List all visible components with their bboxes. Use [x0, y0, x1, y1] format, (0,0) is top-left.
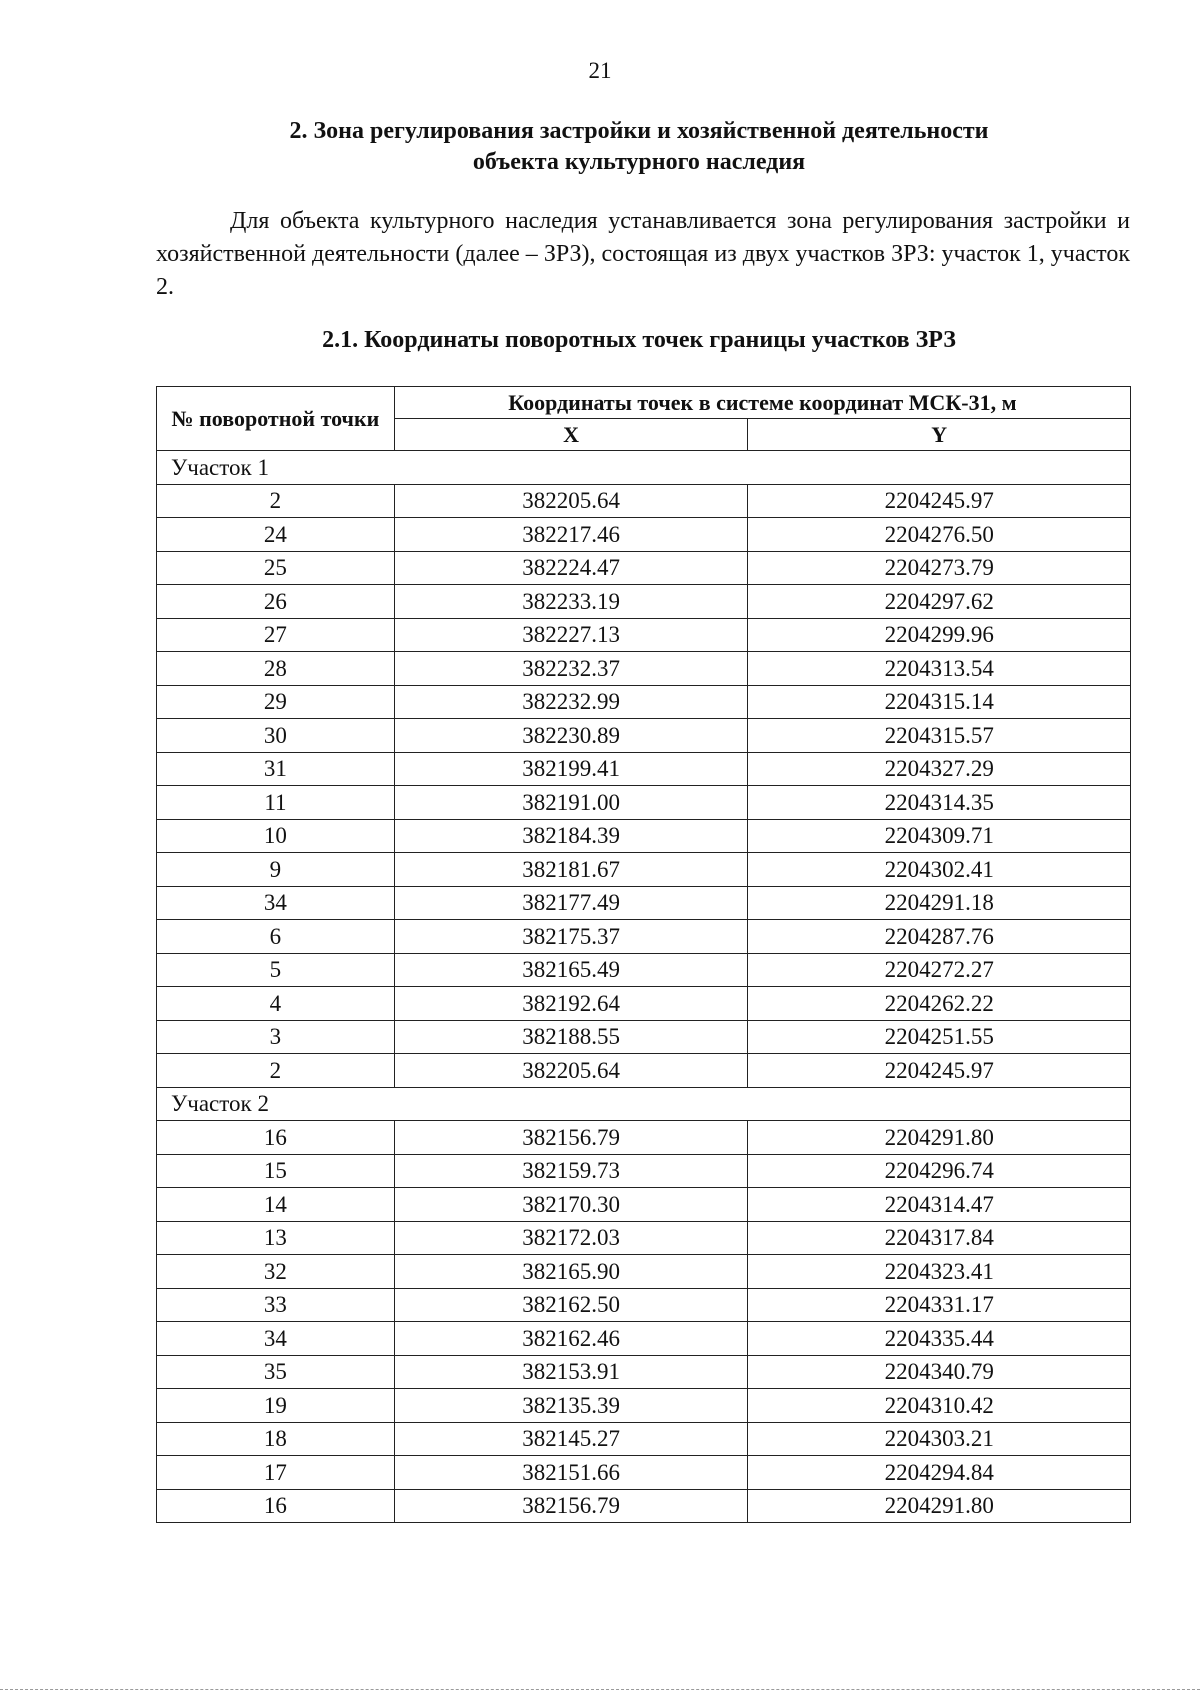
point-number-cell: 34 — [157, 1322, 395, 1356]
y-coordinate-cell: 2204314.35 — [748, 786, 1131, 820]
table-row — [157, 1054, 1131, 1088]
x-coordinate-cell: 382156.79 — [394, 1489, 748, 1523]
table-row — [157, 618, 1131, 652]
x-coordinate-cell: 382165.49 — [394, 953, 748, 987]
point-number-cell: 2 — [157, 484, 395, 518]
table-row — [157, 1188, 1131, 1222]
y-coordinate-cell: 2204291.80 — [748, 1489, 1131, 1523]
x-coordinate-cell: 382191.00 — [394, 786, 748, 820]
table-row — [157, 1221, 1131, 1255]
x-coordinate-cell: 382217.46 — [394, 518, 748, 552]
point-number-cell: 5 — [157, 953, 395, 987]
x-coordinate-cell: 382232.37 — [394, 652, 748, 686]
header-point-number: № поворотной точки — [157, 387, 395, 451]
intro-paragraph: Для объекта культурного наследия устанавливается зона регулирования застройки и хозяйственной деятельности (далее – ЗРЗ), состоящая из двух участков ЗРЗ: участок 1, участок 2. — [156, 208, 1130, 300]
point-number-cell: 16 — [157, 1489, 395, 1523]
point-number-cell: 33 — [157, 1288, 395, 1322]
y-coordinate-cell: 2204323.41 — [748, 1255, 1131, 1289]
y-coordinate-cell: 2204314.47 — [748, 1188, 1131, 1222]
point-number-cell: 31 — [157, 752, 395, 786]
y-coordinate-cell: 2204245.97 — [748, 484, 1131, 518]
y-coordinate-cell: 2204291.80 — [748, 1121, 1131, 1155]
table-row — [157, 1288, 1131, 1322]
table-row — [157, 1121, 1131, 1155]
table-row — [157, 585, 1131, 619]
x-coordinate-cell: 382230.89 — [394, 719, 748, 753]
point-number-cell: 24 — [157, 518, 395, 552]
header-x: X — [394, 419, 748, 451]
x-coordinate-cell: 382233.19 — [394, 585, 748, 619]
page-number: 21 — [588, 58, 612, 83]
section-row — [157, 1087, 1131, 1121]
x-coordinate-cell: 382205.64 — [394, 1054, 748, 1088]
section-label: Участок 1 — [157, 451, 1131, 485]
x-coordinate-cell: 382192.64 — [394, 987, 748, 1021]
header-y: Y — [748, 419, 1131, 451]
y-coordinate-cell: 2204310.42 — [748, 1389, 1131, 1423]
x-coordinate-cell: 382188.55 — [394, 1020, 748, 1054]
page-bottom-rule — [0, 1689, 1200, 1690]
y-coordinate-cell: 2204313.54 — [748, 652, 1131, 686]
y-coordinate-cell: 2204272.27 — [748, 953, 1131, 987]
point-number-cell: 4 — [157, 987, 395, 1021]
y-coordinate-cell: 2204296.74 — [748, 1154, 1131, 1188]
x-coordinate-cell: 382184.39 — [394, 819, 748, 853]
point-number-cell: 28 — [157, 652, 395, 686]
y-coordinate-cell: 2204303.21 — [748, 1422, 1131, 1456]
point-number-cell: 6 — [157, 920, 395, 954]
table-body — [157, 451, 1131, 1523]
table-row — [157, 1255, 1131, 1289]
table-row — [157, 1422, 1131, 1456]
x-coordinate-cell: 382199.41 — [394, 752, 748, 786]
x-coordinate-cell: 382153.91 — [394, 1355, 748, 1389]
y-coordinate-cell: 2204335.44 — [748, 1322, 1131, 1356]
x-coordinate-cell: 382224.47 — [394, 551, 748, 585]
y-coordinate-cell: 2204315.14 — [748, 685, 1131, 719]
y-coordinate-cell: 2204309.71 — [748, 819, 1131, 853]
table-row — [157, 484, 1131, 518]
y-coordinate-cell: 2204273.79 — [748, 551, 1131, 585]
point-number-cell: 26 — [157, 585, 395, 619]
section-title-line-2: объекта культурного наследия — [472, 149, 806, 175]
y-coordinate-cell: 2204299.96 — [748, 618, 1131, 652]
table-row — [157, 1489, 1131, 1523]
point-number-cell: 13 — [157, 1221, 395, 1255]
point-number-cell: 16 — [157, 1121, 395, 1155]
table-row — [157, 518, 1131, 552]
table-row — [157, 987, 1131, 1021]
section-title — [150, 116, 1128, 178]
x-coordinate-cell: 382145.27 — [394, 1422, 748, 1456]
y-coordinate-cell: 2204262.22 — [748, 987, 1131, 1021]
x-coordinate-cell: 382162.50 — [394, 1288, 748, 1322]
table-row — [157, 719, 1131, 753]
table-row — [157, 752, 1131, 786]
x-coordinate-cell: 382181.67 — [394, 853, 748, 887]
x-coordinate-cell: 382165.90 — [394, 1255, 748, 1289]
subsection-title: 2.1. Координаты поворотных точек границы участков ЗРЗ — [322, 327, 956, 353]
table-row — [157, 786, 1131, 820]
table-row — [157, 1456, 1131, 1490]
x-coordinate-cell: 382227.13 — [394, 618, 748, 652]
x-coordinate-cell: 382135.39 — [394, 1389, 748, 1423]
x-coordinate-cell: 382205.64 — [394, 484, 748, 518]
point-number-cell: 10 — [157, 819, 395, 853]
table-row — [157, 853, 1131, 887]
y-coordinate-cell: 2204331.17 — [748, 1288, 1131, 1322]
table-row — [157, 953, 1131, 987]
table-row — [157, 1154, 1131, 1188]
x-coordinate-cell: 382177.49 — [394, 886, 748, 920]
table-row — [157, 920, 1131, 954]
point-number-cell: 34 — [157, 886, 395, 920]
y-coordinate-cell: 2204315.57 — [748, 719, 1131, 753]
point-number-cell: 15 — [157, 1154, 395, 1188]
table-row — [157, 1020, 1131, 1054]
y-coordinate-cell: 2204291.18 — [748, 886, 1131, 920]
point-number-cell: 18 — [157, 1422, 395, 1456]
point-number-cell: 14 — [157, 1188, 395, 1222]
x-coordinate-cell: 382162.46 — [394, 1322, 748, 1356]
x-coordinate-cell: 382175.37 — [394, 920, 748, 954]
point-number-cell: 2 — [157, 1054, 395, 1088]
point-number-cell: 17 — [157, 1456, 395, 1490]
x-coordinate-cell: 382159.73 — [394, 1154, 748, 1188]
point-number-cell: 30 — [157, 719, 395, 753]
y-coordinate-cell: 2204287.76 — [748, 920, 1131, 954]
y-coordinate-cell: 2204317.84 — [748, 1221, 1131, 1255]
y-coordinate-cell: 2204297.62 — [748, 585, 1131, 619]
x-coordinate-cell: 382172.03 — [394, 1221, 748, 1255]
section-row — [157, 451, 1131, 485]
section-title-line-1: 2. Зона регулирования застройки и хозяйственной деятельности — [289, 118, 989, 144]
table-row — [157, 1322, 1131, 1356]
coordinates-table — [156, 386, 1131, 1523]
table-row — [157, 1389, 1131, 1423]
table-row — [157, 551, 1131, 585]
point-number-cell: 27 — [157, 618, 395, 652]
point-number-cell: 19 — [157, 1389, 395, 1423]
x-coordinate-cell: 382151.66 — [394, 1456, 748, 1490]
table-row — [157, 652, 1131, 686]
y-coordinate-cell: 2204294.84 — [748, 1456, 1131, 1490]
x-coordinate-cell: 382232.99 — [394, 685, 748, 719]
table-header-row — [157, 387, 1131, 419]
y-coordinate-cell: 2204251.55 — [748, 1020, 1131, 1054]
table-row — [157, 886, 1131, 920]
point-number-cell: 32 — [157, 1255, 395, 1289]
y-coordinate-cell: 2204276.50 — [748, 518, 1131, 552]
table-row — [157, 1355, 1131, 1389]
header-coordinates: Координаты точек в системе координат МСК-31, м — [394, 387, 1130, 419]
point-number-cell: 29 — [157, 685, 395, 719]
point-number-cell: 3 — [157, 1020, 395, 1054]
y-coordinate-cell: 2204245.97 — [748, 1054, 1131, 1088]
y-coordinate-cell: 2204327.29 — [748, 752, 1131, 786]
table-row — [157, 685, 1131, 719]
x-coordinate-cell: 382170.30 — [394, 1188, 748, 1222]
x-coordinate-cell: 382156.79 — [394, 1121, 748, 1155]
point-number-cell: 35 — [157, 1355, 395, 1389]
point-number-cell: 25 — [157, 551, 395, 585]
point-number-cell: 9 — [157, 853, 395, 887]
y-coordinate-cell: 2204340.79 — [748, 1355, 1131, 1389]
table-row — [157, 819, 1131, 853]
y-coordinate-cell: 2204302.41 — [748, 853, 1131, 887]
section-label: Участок 2 — [157, 1087, 1131, 1121]
point-number-cell: 11 — [157, 786, 395, 820]
